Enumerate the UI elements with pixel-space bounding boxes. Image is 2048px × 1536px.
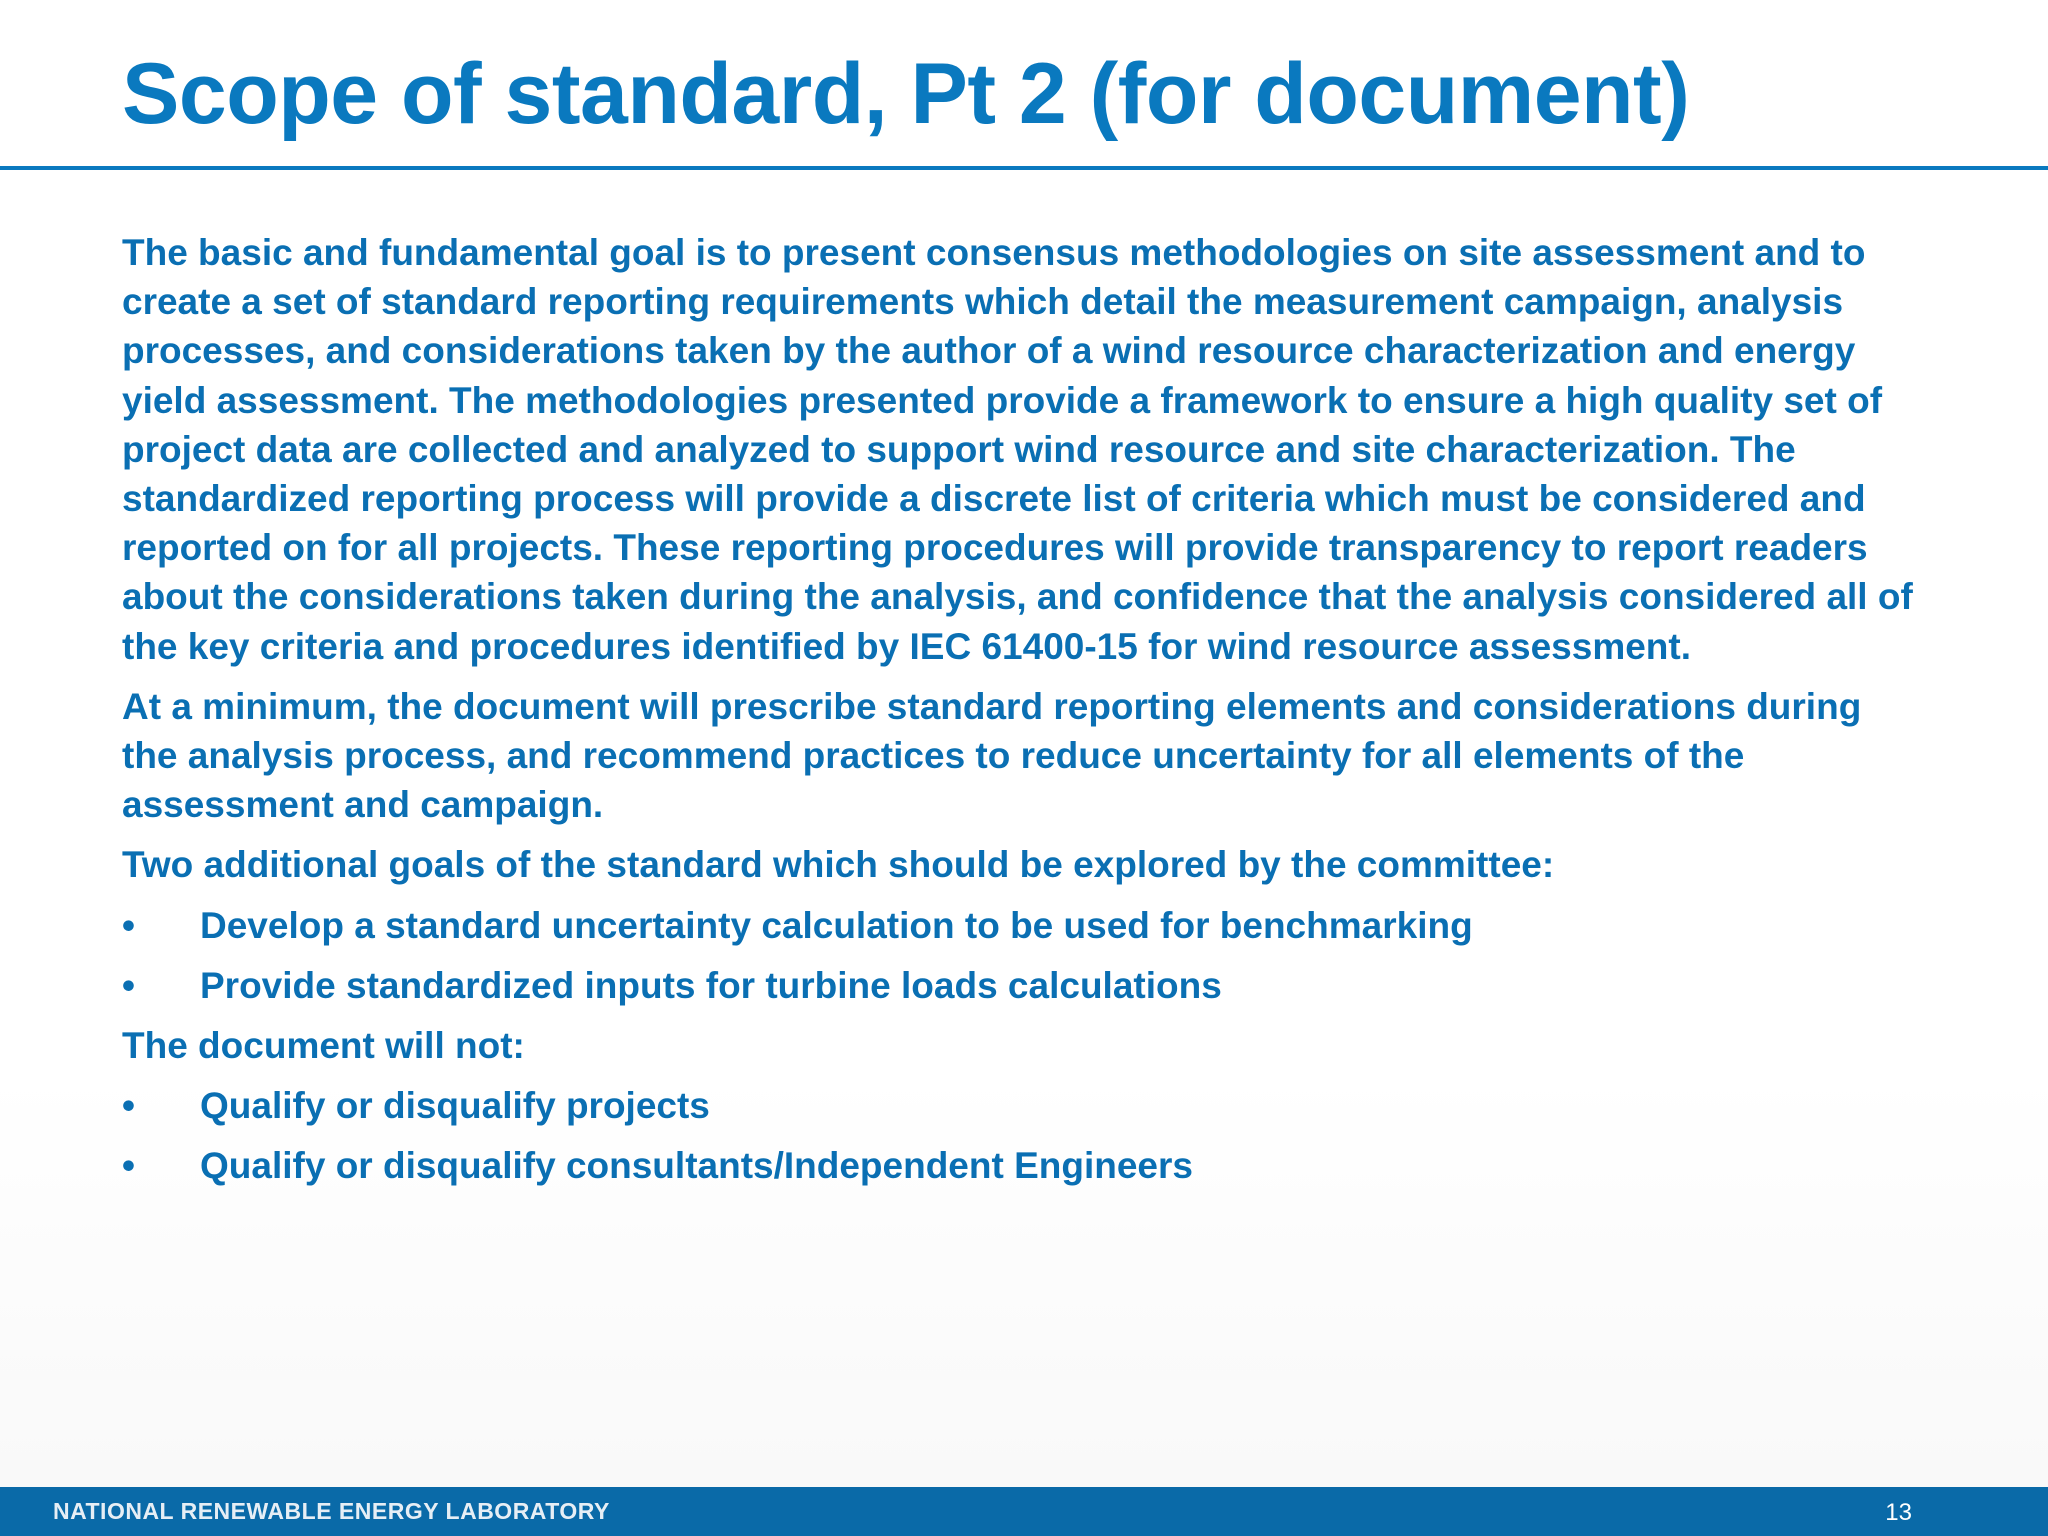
bullet-icon: •	[122, 964, 135, 1006]
paragraph-minimum: At a minimum, the document will prescribe standard reporting elements and considerations during the analysis process, and recommend practices to reduce uncertainty for all elements of the assessment and campaign.	[122, 685, 1862, 826]
bullet-text: Provide standardized inputs for turbine loads calculations	[200, 964, 1222, 1006]
organization-logo-text: NATIONAL RENEWABLE ENERGY LABORATORY	[53, 1498, 610, 1524]
goals-bullet-list	[122, 901, 1922, 1010]
bullet-text: Develop a standard uncertainty calculation to be used for benchmarking	[200, 904, 1473, 946]
paragraph-goal: The basic and fundamental goal is to present consensus methodologies on site assessment and to create a set of standard reporting requirements which detail the measurement campaign, analysis processes, and considerations taken by the author of a wind resource characterization and energy yield assessment. The methodologies presented provide a framework to ensure a high quality set of project data are collected and analyzed to support wind resource and site characterization. The standardized reporting process will provide a discrete list of criteria which must be considered and reported on for all projects. These reporting procedures will provide transparency to report readers about the considerations taken during the analysis, and confidence that the analysis considered all of the key criteria and procedures identified by IEC 61400-15 for wind resource assessment.	[122, 232, 1913, 667]
page-number: 13	[1885, 1499, 1912, 1526]
slide-title: Scope of standard, Pt 2 (for document)	[122, 46, 1690, 142]
list-item	[122, 961, 1922, 1010]
slide-body	[122, 228, 1922, 1202]
list-item	[122, 1081, 1922, 1130]
list-item	[122, 1141, 1922, 1190]
title-divider	[0, 166, 2048, 170]
bullet-text: Qualify or disqualify consultants/Independent Engineers	[200, 1145, 1193, 1187]
list-item	[122, 901, 1922, 950]
will-not-bullet-list	[122, 1081, 1922, 1190]
paragraph-additional-goals: Two additional goals of the standard which should be explored by the committee:	[122, 844, 1555, 886]
footer-bar	[0, 1487, 2048, 1536]
bullet-icon: •	[122, 904, 135, 946]
paragraph-will-not: The document will not:	[122, 1025, 525, 1067]
bullet-icon: •	[122, 1145, 135, 1187]
bullet-icon: •	[122, 1085, 135, 1127]
bullet-text: Qualify or disqualify projects	[200, 1085, 710, 1127]
